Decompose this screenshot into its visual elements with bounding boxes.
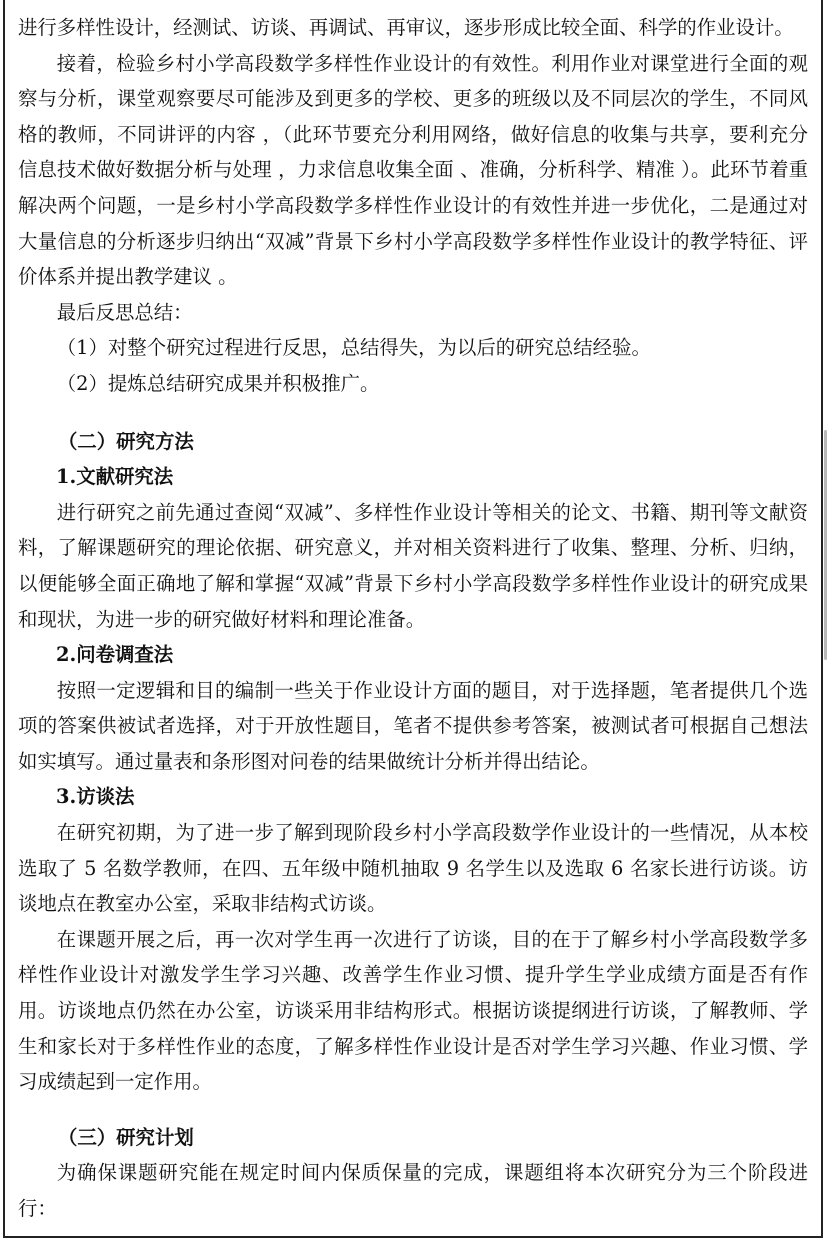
- subheading-questionnaire: 2.问卷调查法: [56, 643, 174, 667]
- paragraph-literature: 进行研究之前先通过查阅“双减”、多样性作业设计等相关的论文、书籍、期刊等文献资料，了解课题研究的理论依据、研究意义，并对相关资料进行了收集、整理、分析、归纳，以便能够全面正确地了解和掌握“双减”背景下乡村小学高段数学多样性作业设计的研究成果和现状，为进一步的研究做好材料和理论准备。: [18, 500, 808, 631]
- paragraph-interview-followup: 在课题开展之后，再一次对学生再一次进行了访谈，目的在于了解乡村小学高段数学多样性作业设计对激发学生学习兴趣、改善学生作业习惯、提升学生学业成绩方面是否有作用。访谈地点仍然在办公室，访谈采用非结构形式。根据访谈提纲进行访谈，了解教师、学生和家长对于多样性作业的态度，了解多样性作业设计是否对学生学习兴趣、作业习惯、学习成绩起到一定作用。: [18, 927, 808, 1094]
- subheading-interview: 3.访谈法: [56, 785, 135, 809]
- list-item-reflection-1: （1）对整个研究过程进行反思，总结得失，为以后的研究总结经验。: [56, 336, 651, 360]
- paragraph-plan: 为确保课题研究能在规定时间内保质保量的完成，课题组将本次研究分为三个阶段进行：: [18, 1161, 808, 1220]
- scroll-indicator[interactable]: [824, 430, 827, 660]
- paragraph-design-intro: 进行多样性设计，经测试、访谈、再调试、再审议，逐步形成比较全面、科学的作业设计。: [18, 16, 794, 39]
- paragraph-interview-initial: 在研究初期，为了进一步了解到现阶段乡村小学高段数学作业设计的一些情况，从本校选取了 5 名数学教师，在四、五年级中随机抽取 9 名学生以及选取 6 名家长进行访谈。访谈地点在教室办公室，采取非结构式访谈。: [18, 821, 808, 916]
- section-heading-methods: （二）研究方法: [58, 429, 194, 453]
- paragraph-reflection-intro: 最后反思总结：: [56, 300, 193, 324]
- section-spacer: [18, 402, 808, 424]
- section-spacer: [18, 1100, 808, 1120]
- paragraph-questionnaire: 按照一定逻辑和目的编制一些关于作业设计方面的题目，对于选择题，笔者提供几个选项的答案供被试者选择，对于开放性题目，笔者不提供参考答案，被测试者可根据自己想法如实填写。通过量表和条形图对问卷的结果做统计分析并得出结论。: [18, 678, 808, 773]
- section-heading-plan: （三）研究计划: [58, 1125, 194, 1149]
- document-body: [18, 10, 808, 1227]
- subheading-literature: 1.文献研究法: [56, 465, 174, 489]
- paragraph-effectiveness: 接着，检验乡村小学高段数学多样性作业设计的有效性。利用作业对课堂进行全面的观察与分析，课堂观察要尽可能涉及到更多的学校、更多的班级以及不同层次的学生，不同风格的教师，不同讲评的内容 ，（此环节要充分利用网络，做好信息的收集与共享，要利充分信息技术做好数据分析与处理 ，力求信息收集全面 、准确，分析科学、精准 ）。此环节着重解决两个问题，一是乡村小学高段数学多样性作业设计的有效性并进一步优化，二是通过对大量信息的分析逐步归纳出“双减”背景下乡村小学高段数学多样性作业设计的教学特征、评价体系并提出教学建议 。: [18, 51, 808, 289]
- list-item-reflection-2: （2）提炼总结研究成果并积极推广。: [56, 371, 380, 395]
